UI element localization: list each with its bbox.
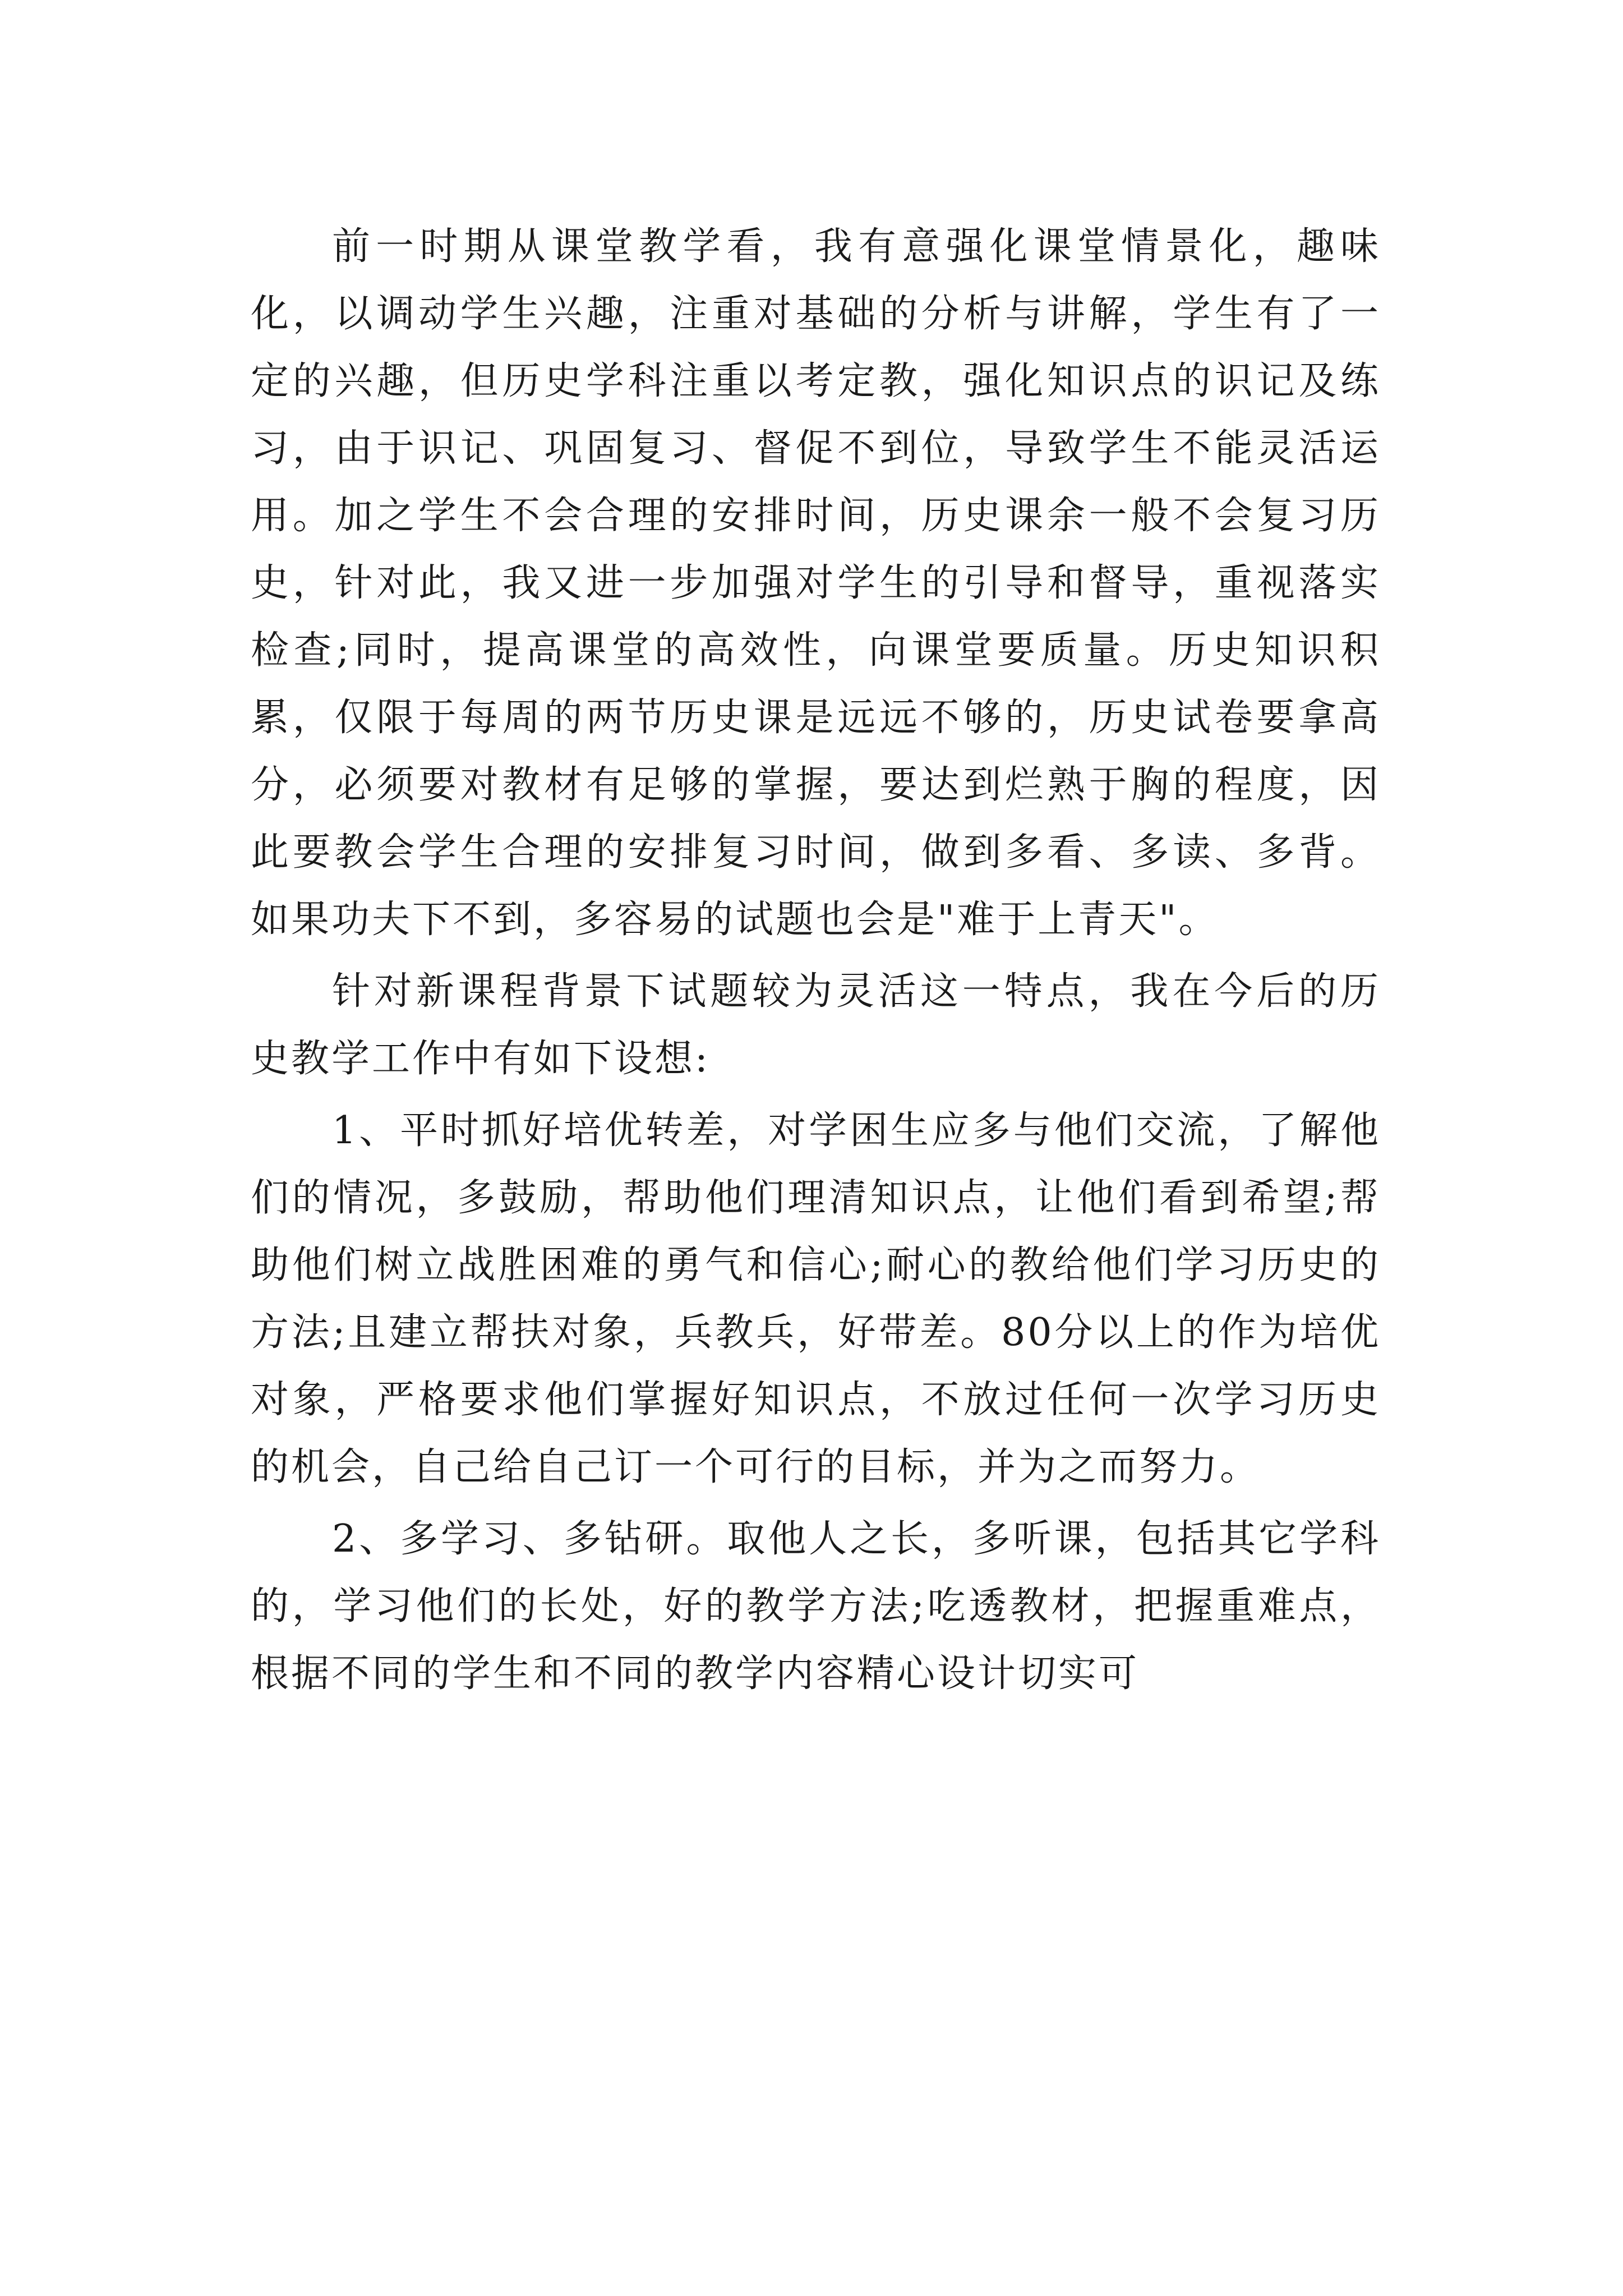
paragraph-plan-item-2: 2、多学习、多钻研。取他人之长，多听课，包括其它学科的，学习他们的长处，好的教学方法;吃透教材，把握重难点，根据不同的学生和不同的教学内容精心设计切实可 <box>251 1517 1381 1696</box>
paragraph-classroom-teaching-review: 前一时期从课堂教学看，我有意强化课堂情景化，趣味化，以调动学生兴趣，注重对基础的分析与讲解，学生有了一定的兴趣，但历史学科注重以考定教，强化知识点的识记及练习，由于识记、巩固复习、督促不到位，导致学生不能灵活运用。加之学生不会合理的安排时间，历史课余一般不会复习历史，针对此，我又进一步加强对学生的引导和督导，重视落实检查;同时，提高课堂的高效性，向课堂要质量。历史知识积累，仅限于每周的两节历史课是远远不够的，历史试卷要拿高分，必须要对教材有足够的掌握，要达到烂熟于胸的程度，因此要教会学生合理的安排复习时间，做到多看、多读、多背。如果功夫下不到，多容易的试题也会是"难于上青天"。 <box>251 224 1381 942</box>
document-body <box>251 213 1381 1708</box>
paragraph-plan-item-1: 1、平时抓好培优转差，对学困生应多与他们交流，了解他们的情况，多鼓励，帮助他们理清知识点，让他们看到希望;帮助他们树立战胜困难的勇气和信心;耐心的教给他们学习历史的方法;且建立帮扶对象，兵教兵，好带差。80分以上的作为培优对象，严格要求他们掌握好知识点，不放过任何一次学习历史的机会，自己给自己订一个可行的目标，并为之而努力。 <box>251 1108 1381 1489</box>
paragraph-future-plans-intro: 针对新课程背景下试题较为灵活这一特点，我在今后的历史教学工作中有如下设想: <box>251 969 1381 1081</box>
